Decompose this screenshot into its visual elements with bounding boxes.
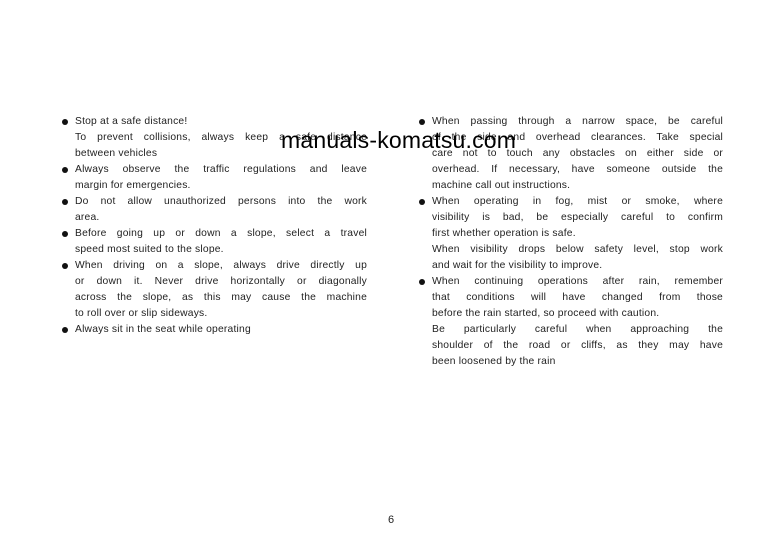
safety-paragraph bbox=[432, 242, 723, 274]
safety-paragraph bbox=[432, 114, 723, 194]
text-line: or down it. Never drive horizontally or diagonally bbox=[75, 276, 367, 287]
safety-paragraph bbox=[75, 322, 367, 338]
text-line: machine call out instructions. bbox=[432, 180, 571, 191]
safety-paragraph bbox=[75, 258, 367, 322]
text-line: Always observe the traffic regulations and leave bbox=[75, 164, 367, 175]
text-line: speed most suited to the slope. bbox=[75, 244, 224, 255]
text-line: Always sit in the seat while operating bbox=[75, 324, 251, 335]
text-line: To prevent collisions, always keep a safe distance bbox=[75, 132, 367, 143]
bullet-icon bbox=[62, 327, 68, 333]
bullet-icon bbox=[62, 199, 68, 205]
text-line: to roll over or slip sideways. bbox=[75, 308, 208, 319]
text-line: visibility is bad, be especially careful to confirm bbox=[432, 212, 723, 223]
watermark: manuals-komatsu.com bbox=[281, 127, 517, 153]
text-line: Before going up or down a slope, select a travel bbox=[75, 228, 367, 239]
text-line: When passing through a narrow space, be careful bbox=[432, 116, 723, 127]
bullet-icon bbox=[419, 119, 425, 125]
bullet-icon bbox=[419, 279, 425, 285]
text-line: Do not allow unauthorized persons into the work bbox=[75, 196, 367, 207]
text-line: first whether operation is safe. bbox=[432, 228, 576, 239]
text-line: When driving on a slope, always drive directly up bbox=[75, 260, 367, 271]
text-line: care not to touch any obstacles on either side or bbox=[432, 148, 723, 159]
text-line: margin for emergencies. bbox=[75, 180, 191, 191]
text-line: When operating in fog, mist or smoke, where bbox=[432, 196, 723, 207]
text-line: When visibility drops below safety level, stop work bbox=[432, 244, 723, 255]
safety-paragraph bbox=[75, 194, 367, 226]
bullet-icon bbox=[62, 119, 68, 125]
text-line: of the side and overhead clearances. Take special bbox=[432, 132, 723, 143]
text-line: been loosened by the rain bbox=[432, 356, 556, 367]
text-line: before the rain started, so proceed with caution. bbox=[432, 308, 660, 319]
text-line: that conditions will have changed from those bbox=[432, 292, 723, 303]
text-line: When continuing operations after rain, remember bbox=[432, 276, 723, 287]
bullet-icon bbox=[419, 199, 425, 205]
page-number: 6 bbox=[388, 514, 395, 526]
bullet-icon bbox=[62, 263, 68, 269]
text-line: across the slope, as this may cause the machine bbox=[75, 292, 367, 303]
text-line: Be particularly careful when approaching the bbox=[432, 324, 723, 335]
safety-paragraph bbox=[432, 322, 723, 370]
text-line: overhead. If necessary, have someone outside the bbox=[432, 164, 723, 175]
safety-paragraph bbox=[432, 274, 723, 322]
text-line: between vehicles bbox=[75, 148, 158, 159]
bullet-icon bbox=[62, 231, 68, 237]
text-line: and wait for the visibility to improve. bbox=[432, 260, 603, 271]
safety-paragraph bbox=[75, 162, 367, 194]
safety-paragraph bbox=[75, 226, 367, 258]
text-line: shoulder of the road or cliffs, as they may have bbox=[432, 340, 723, 351]
safety-paragraph bbox=[432, 194, 723, 242]
bullet-icon bbox=[62, 167, 68, 173]
text-line: Stop at a safe distance! bbox=[75, 116, 188, 127]
text-line: area. bbox=[75, 212, 100, 223]
